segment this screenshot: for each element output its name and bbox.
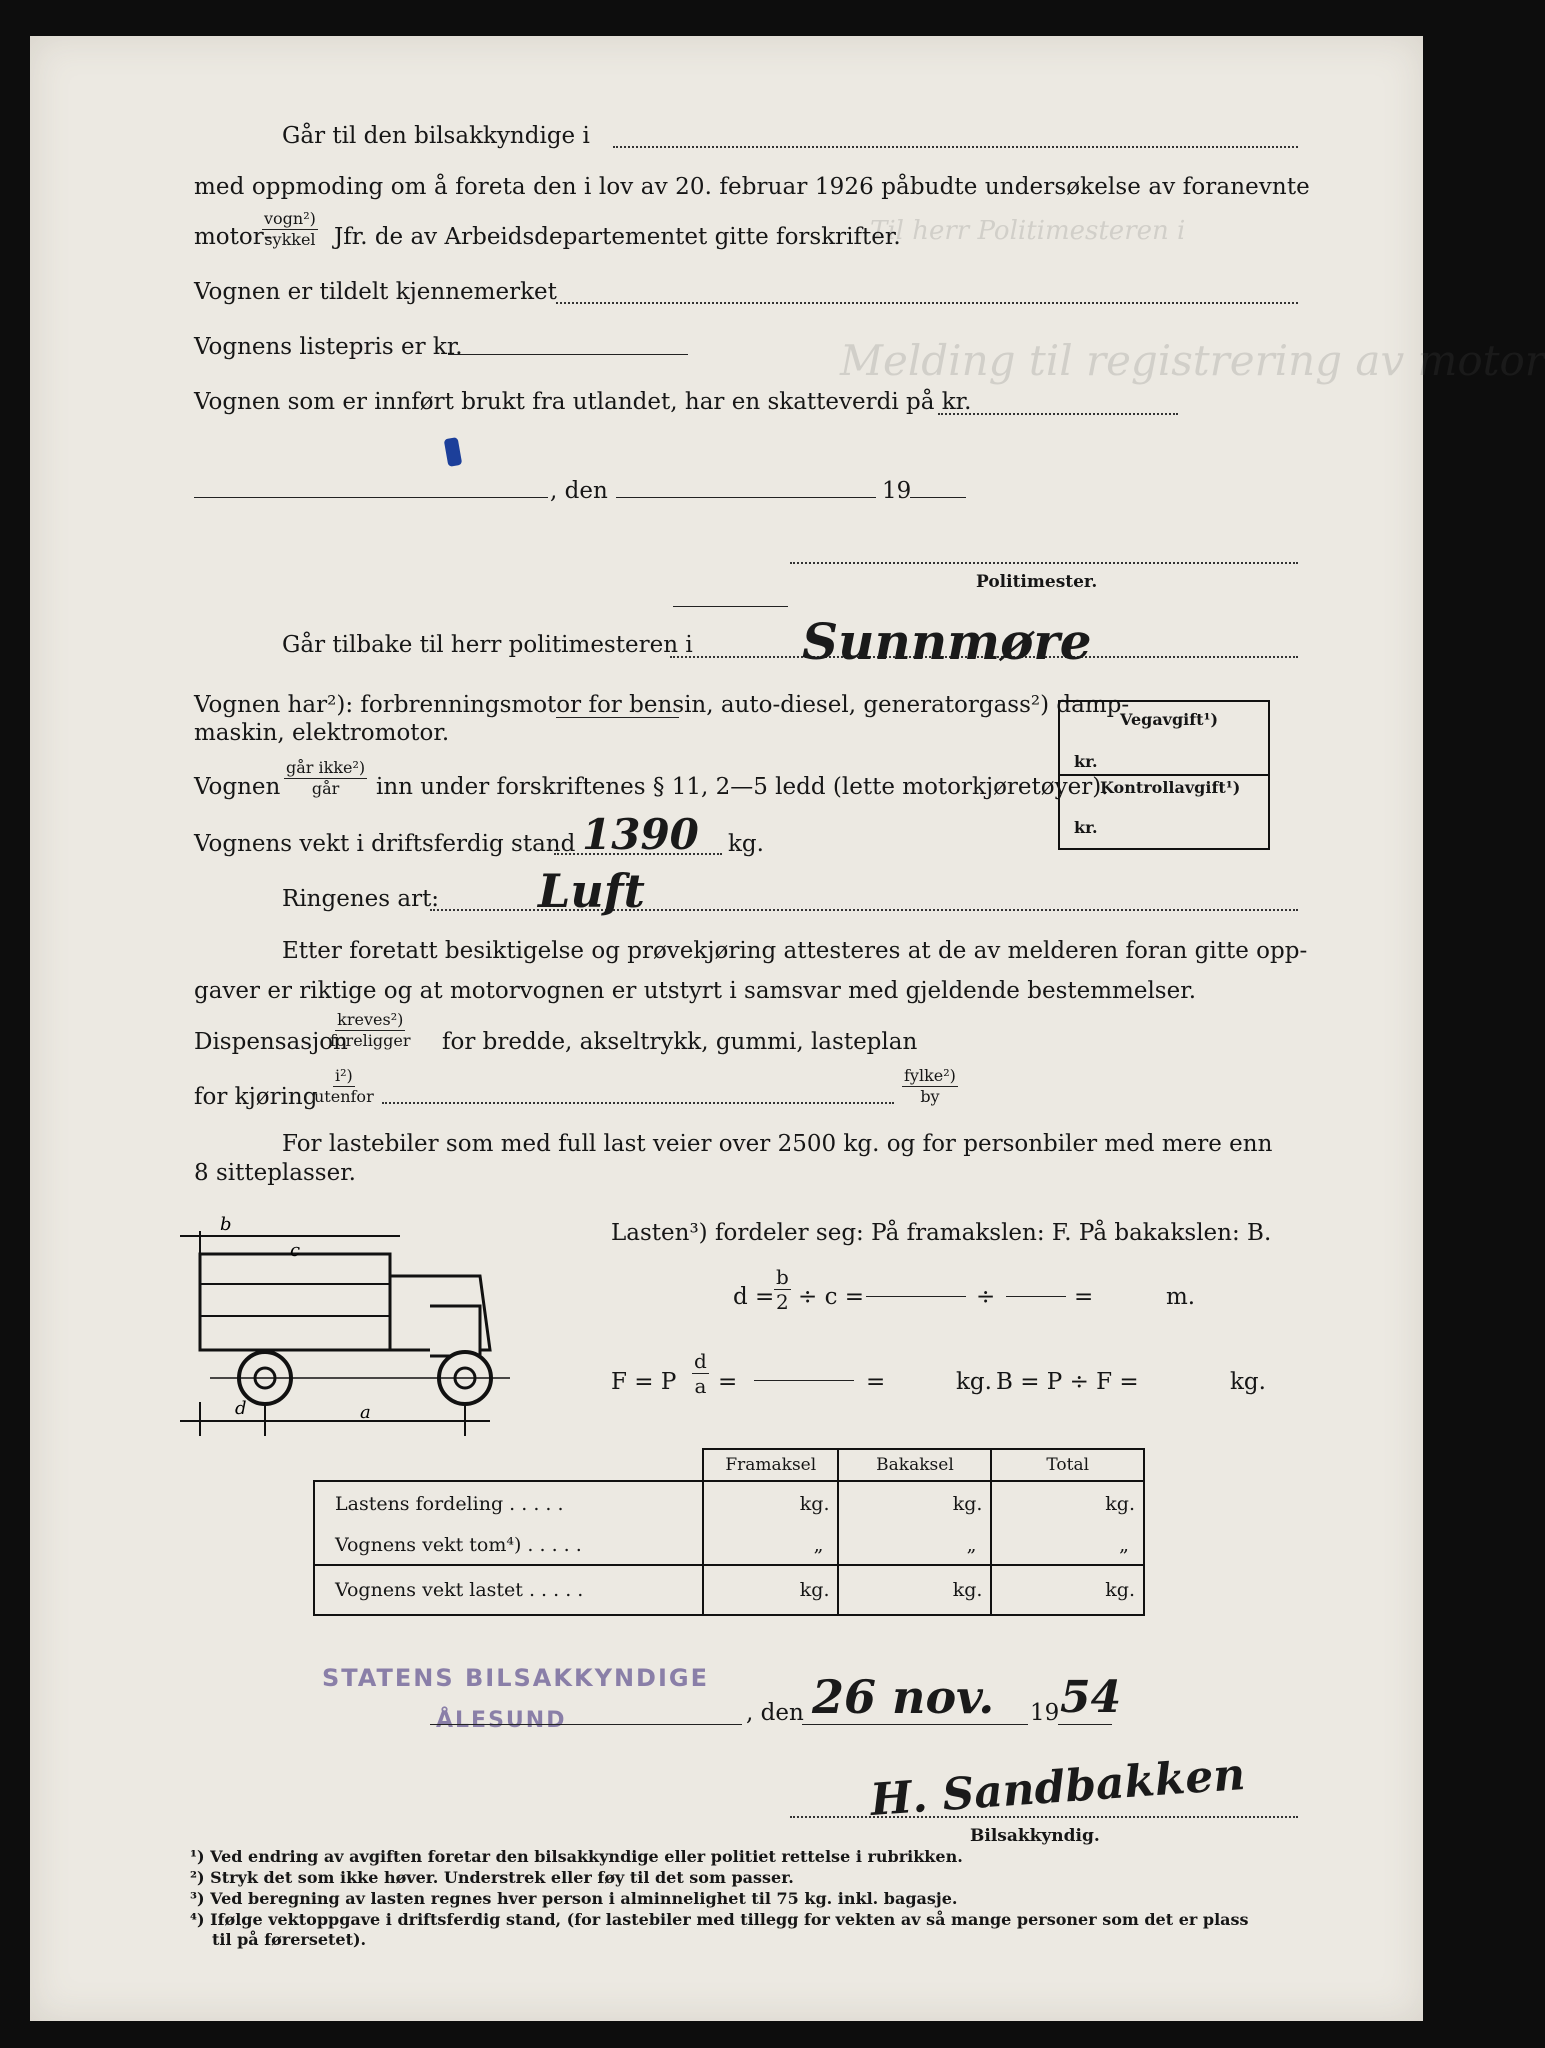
signature-date-field[interactable] — [802, 1724, 1028, 1725]
place-field[interactable] — [430, 1724, 742, 1725]
county-frac-top: fylke²) — [904, 1066, 956, 1085]
drive-frac-top: i²) — [334, 1066, 353, 1085]
truck-line-1: For lastebiler som med full last veier over 2500 kg. og for personbiler med mere enn — [282, 1131, 1273, 1157]
handwritten-year: 54 — [1060, 1672, 1122, 1723]
cell-unit: kg. — [799, 1492, 830, 1515]
truck-hood — [430, 1306, 480, 1356]
date-den: , den — [550, 478, 608, 504]
signer-title: Bilsakkyndig. — [970, 1826, 1100, 1846]
formula-d-num: b — [776, 1265, 789, 1289]
diagram-label-a: a — [360, 1402, 371, 1423]
footnote-4-cont: til på førersetet). — [212, 1930, 367, 1949]
formula-b-unit: kg. — [1230, 1369, 1266, 1395]
drive-field[interactable] — [382, 1102, 894, 1104]
cell-unit: kg. — [1105, 1579, 1135, 1601]
formula-d-unit: m. — [1166, 1284, 1196, 1310]
cell[interactable] — [703, 1481, 838, 1525]
rule-fraction — [284, 759, 367, 797]
tires-value: Luft — [538, 864, 645, 918]
tax-field[interactable] — [938, 413, 1178, 415]
truck-cargo-bed — [200, 1254, 390, 1350]
inspection-line-2: gaver er riktige og at motorvognen er utstyrt i samsvar med gjeldende bestemmelser. — [194, 978, 1197, 1004]
motor-suffix: Jfr. de av Arbeidsdepartementet gitte forskrifter. — [334, 224, 901, 250]
plate-field[interactable] — [556, 302, 1298, 304]
disp-frac-top: kreves²) — [337, 1010, 404, 1029]
formula-f-unit: kg. — [956, 1369, 992, 1395]
cell[interactable] — [991, 1565, 1144, 1615]
control-fee-label: Kontrollavgift¹) — [1100, 778, 1241, 797]
cell-unit: „ — [813, 1533, 824, 1556]
truck-line-2: 8 sitteplasser. — [194, 1160, 356, 1186]
cell[interactable] — [838, 1481, 991, 1525]
col-total: Total — [991, 1449, 1144, 1481]
tax-label: Vognen som er innført brukt fra utlandet, har en skatteverdi på kr. — [194, 389, 972, 415]
cell-unit: „ — [966, 1533, 977, 1556]
load-distribution: Lasten³) fordeler seg: På framakslen: F. På bakakslen: B. — [611, 1220, 1272, 1246]
handwritten-signature: H. Sandbakken — [868, 1748, 1247, 1827]
diagram-label-b: b — [220, 1214, 232, 1235]
rule-frac-top: går ikke²) — [286, 758, 366, 777]
cell-unit: kg. — [799, 1579, 830, 1601]
handwritten-date: 26 nov. — [812, 1670, 995, 1724]
cell[interactable] — [703, 1525, 838, 1565]
motor-frac-top: vogn²) — [264, 209, 316, 228]
road-tax-label: Vegavgift¹) — [1120, 710, 1219, 729]
formula-f-left: F = P — [611, 1369, 677, 1395]
handwritten-place: Sunnmøre — [802, 612, 1092, 671]
cell-unit: „ — [1119, 1533, 1129, 1556]
request-line: med oppmoding om å foreta den i lov av 20. februar 1926 påbudte undersøkelse av foranevnte — [194, 174, 1310, 200]
disp-frac-bottom: foreligger — [330, 1030, 411, 1050]
motor-prefix: motor- — [194, 224, 272, 250]
weight-value: 1390 — [582, 810, 699, 859]
cell[interactable] — [703, 1565, 838, 1615]
diagram-label-c: c — [290, 1240, 301, 1261]
formula-f-eq: = — [718, 1369, 738, 1395]
cell-unit: kg. — [952, 1492, 983, 1515]
formula-d-left: d = — [733, 1284, 775, 1310]
motor-frac-bottom: sykkel — [264, 229, 316, 249]
form-page — [30, 36, 1545, 2021]
formula-d-field-2[interactable] — [1006, 1296, 1066, 1297]
cell-unit: kg. — [1105, 1492, 1135, 1515]
engine-line-2: maskin, elektromotor. — [194, 720, 450, 746]
formula-d-div: ÷ — [976, 1284, 996, 1310]
signature-year-prefix: 19 — [1030, 1700, 1060, 1726]
separator-line — [673, 606, 788, 607]
footnote-1: ¹) Ved endring av avgiften foretar den bilsakkyndige eller politiet rettelse i rubrikken. — [190, 1847, 963, 1866]
weight-distribution-table — [313, 1448, 1145, 1616]
engine-line-1: Vognen har²): forbrenningsmotor for bensin, auto-diesel, generatorgass²) damp- — [194, 692, 1130, 718]
formula-f-eq-2: = — [866, 1369, 886, 1395]
table-row — [314, 1565, 1144, 1615]
dispensation-prefix: Dispensasjon — [194, 1029, 348, 1055]
formula-f-num: d — [694, 1349, 707, 1373]
formula-d-rest: ÷ c = — [798, 1284, 865, 1310]
cell[interactable] — [991, 1481, 1144, 1525]
signature-year-field[interactable] — [1058, 1724, 1112, 1725]
formula-f-fraction — [692, 1350, 709, 1397]
rule-frac-bottom: går — [311, 778, 340, 798]
bleed-through-heading: Melding til registrering av motor — [840, 336, 1545, 385]
col-rear-axle: Bakaksel — [838, 1449, 991, 1481]
date-place-field[interactable] — [194, 497, 548, 498]
cell[interactable] — [838, 1525, 991, 1565]
row-label: Vognens vekt lastet . . . . . — [314, 1565, 703, 1615]
formula-d-den: 2 — [776, 1290, 789, 1314]
col-front-axle: Framaksel — [703, 1449, 838, 1481]
stamp-line-2: ÅLESUND — [436, 1708, 567, 1733]
footnote-2: ²) Stryk det som ikke høver. Understrek eller føy til det som passer. — [190, 1868, 794, 1887]
road-tax-kr: kr. — [1074, 752, 1098, 771]
motor-fraction — [262, 210, 318, 248]
police-title: Politimester. — [976, 572, 1098, 592]
price-field[interactable] — [448, 354, 688, 355]
formula-b: B = P ÷ F = — [996, 1369, 1139, 1395]
dispensation-fraction — [330, 1011, 411, 1049]
fee-box-divider — [1060, 774, 1268, 776]
cell[interactable] — [838, 1565, 991, 1615]
truck-diagram — [180, 1206, 600, 1436]
county-frac-bottom: by — [920, 1086, 940, 1106]
formula-d-field-1[interactable] — [866, 1296, 966, 1297]
formula-d-eq: = — [1074, 1284, 1094, 1310]
formula-d-fraction — [774, 1266, 791, 1313]
fee-box — [1058, 700, 1270, 850]
rule-suffix: inn under forskriftenes § 11, 2—5 ledd (lette motorkjøretøyer). — [376, 774, 1109, 800]
drive-frac-bottom: utenfor — [314, 1086, 374, 1106]
inspection-line-1: Etter foretatt besiktigelse og prøvekjøring attesteres at de av melderen foran gitte opp- — [282, 938, 1308, 964]
formula-f-den: a — [694, 1374, 707, 1398]
vognen-prefix: Vognen — [194, 774, 281, 800]
bleed-through-address: Til herr Politimesteren i — [870, 216, 1186, 246]
footnote-4: ⁴) Ifølge vektoppgave i driftsferdig stand, (for lastebiler med tillegg for vekten av så mange personer som det er plass — [190, 1910, 1249, 1929]
drive-prefix: for kjøring — [194, 1084, 318, 1110]
plate-label: Vognen er tildelt kjennemerket — [194, 279, 557, 305]
date-field[interactable] — [616, 497, 876, 498]
signature-den: , den — [746, 1700, 804, 1726]
year-field[interactable] — [910, 497, 966, 498]
engine-underline — [556, 717, 679, 718]
weight-unit: kg. — [728, 831, 764, 857]
diagram-label-d: d — [235, 1398, 247, 1419]
cell[interactable] — [991, 1525, 1144, 1565]
table-row — [314, 1481, 1144, 1525]
table-corner — [314, 1449, 703, 1481]
weight-label: Vognens vekt i driftsferdig stand — [194, 831, 576, 857]
stamp-line-1: STATENS BILSAKKYNDIGE — [322, 1664, 709, 1692]
police-signature-field[interactable] — [790, 562, 1298, 564]
tires-label: Ringenes art: — [282, 886, 440, 912]
ink-mark — [444, 437, 463, 467]
intro-field[interactable] — [613, 146, 1298, 148]
price-label: Vognens listepris er kr. — [194, 334, 463, 360]
footnote-3: ³) Ved beregning av lasten regnes hver person i alminnelighet til 75 kg. inkl. bagasje. — [190, 1889, 958, 1908]
signature-field[interactable] — [790, 1816, 1298, 1818]
row-label: Lastens fordeling . . . . . — [314, 1481, 703, 1525]
cell-unit: kg. — [952, 1579, 983, 1601]
drive-fraction — [314, 1067, 374, 1105]
row-label: Vognens vekt tom⁴) . . . . . — [314, 1525, 703, 1565]
return-label: Går tilbake til herr politimesteren i — [282, 632, 693, 658]
formula-f-field[interactable] — [754, 1380, 854, 1381]
dispensation-suffix: for bredde, akseltrykk, gummi, lasteplan — [442, 1029, 918, 1055]
date-year: 19 — [882, 478, 912, 504]
county-fraction — [902, 1067, 958, 1105]
control-fee-kr: kr. — [1074, 818, 1098, 837]
table-row — [314, 1525, 1144, 1565]
intro-label: Går til den bilsakkyndige i — [282, 123, 590, 149]
